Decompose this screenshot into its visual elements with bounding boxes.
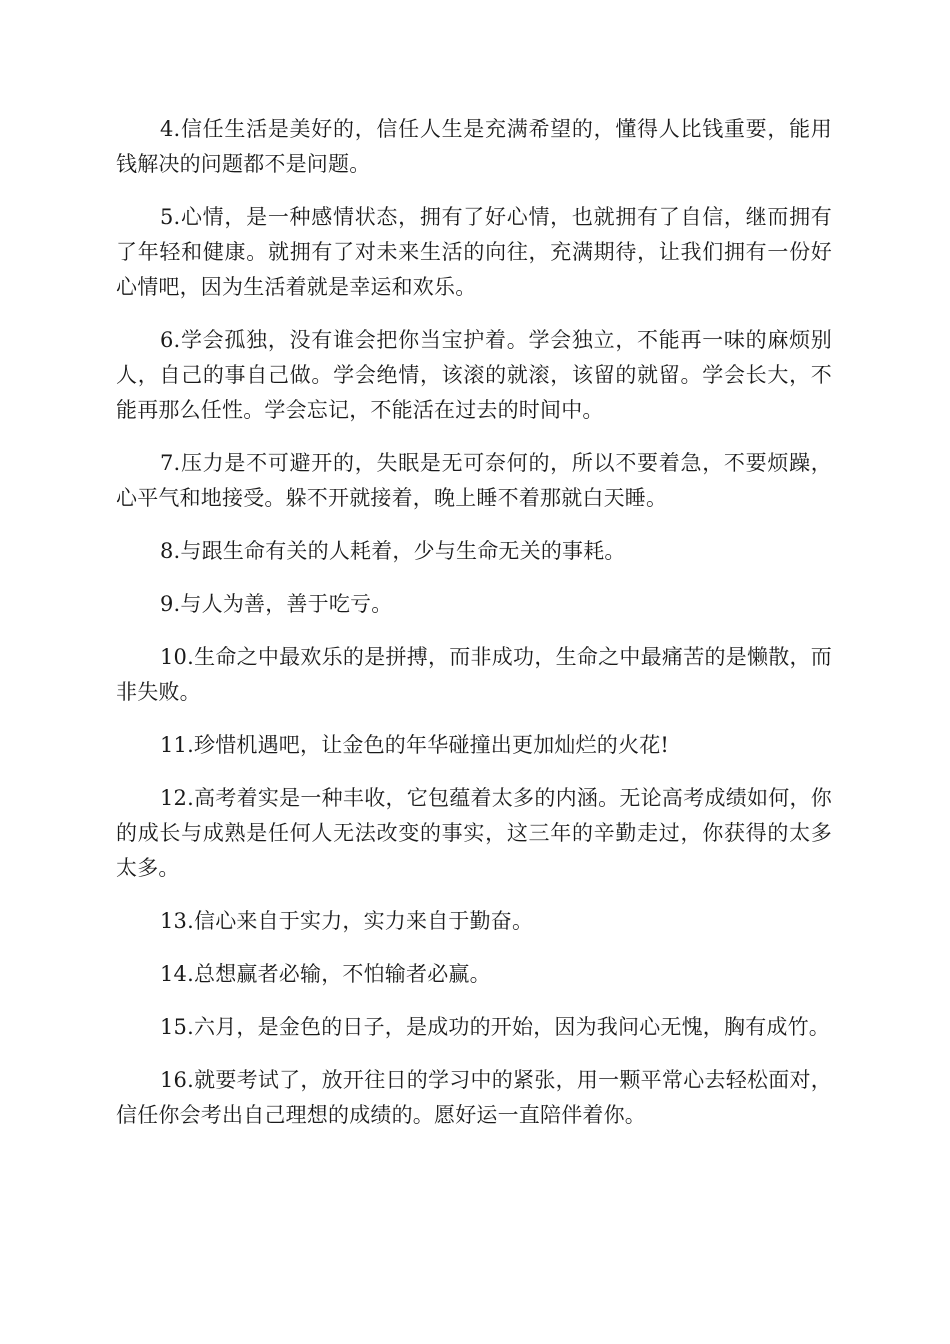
paragraph-8: 8.与跟生命有关的人耗着，少与生命无关的事耗。 — [160, 539, 626, 563]
paragraph-6: 6.学会孤独，没有谁会把你当宝护着。学会独立，不能再一味的麻烦别人，自己的事自己做。学会绝情，该滚的就滚，该留的就留。学会长大，不能再那么任性。学会忘记，不能活在过去的时间中。 — [116, 328, 832, 422]
paragraph-5: 5.心情，是一种感情状态，拥有了好心情，也就拥有了自信，继而拥有了年轻和健康。就拥有了对未来生活的向往，充满期待，让我们拥有一份好心情吧，因为生活着就是幸运和欢乐。 — [116, 205, 832, 299]
paragraph-16: 16.就要考试了，放开往日的学习中的紧张，用一颗平常心去轻松面对，信任你会考出自己理想的成绩的。愿好运一直陪伴着你。 — [116, 1068, 832, 1127]
paragraph-9: 9.与人为善，善于吃亏。 — [160, 592, 393, 616]
paragraph-7: 7.压力是不可避开的，失眠是无可奈何的，所以不要着急，不要烦躁，心平气和地接受。躲不开就接着，晚上睡不着那就白天睡。 — [116, 451, 832, 510]
paragraph-13: 13.信心来自于实力，实力来自于勤奋。 — [160, 909, 534, 933]
paragraph-14: 14.总想赢者必输，不怕输者必赢。 — [160, 962, 491, 986]
paragraph-11: 11.珍惜机遇吧，让金色的年华碰撞出更加灿烂的火花! — [160, 733, 670, 757]
paragraph-10: 10.生命之中最欢乐的是拼搏，而非成功，生命之中最痛苦的是懒散，而非失败。 — [116, 645, 832, 704]
paragraph-15: 15.六月，是金色的日子，是成功的开始，因为我问心无愧，胸有成竹。 — [160, 1015, 830, 1039]
document-body — [116, 112, 832, 1151]
paragraph-4: 4.信任生活是美好的，信任人生是充满希望的，懂得人比钱重要，能用钱解决的问题都不是问题。 — [116, 117, 832, 176]
paragraph-12: 12.高考着实是一种丰收，它包蕴着太多的内涵。无论高考成绩如何，你的成长与成熟是任何人无法改变的事实，这三年的辛勤走过，你获得的太多太多。 — [116, 786, 832, 880]
